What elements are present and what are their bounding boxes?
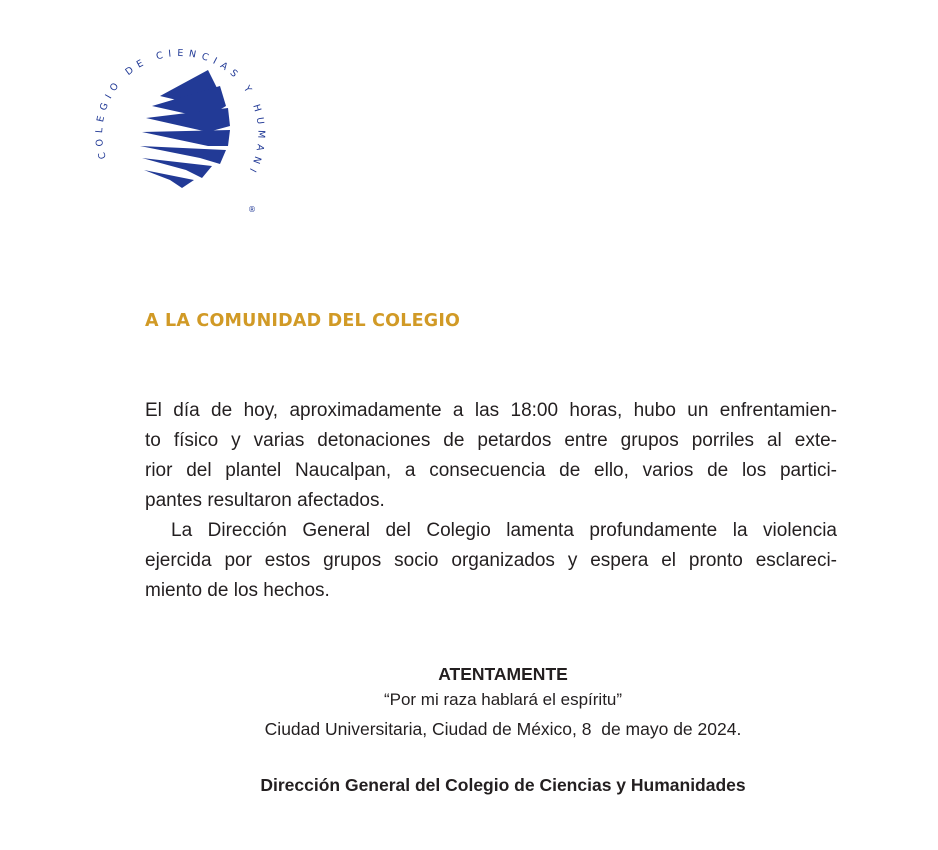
heading: A LA COMUNIDAD DEL COLEGIO <box>145 311 461 331</box>
logo-ring-text: COLEGIO DE CIENCIAS Y HUMANI <box>93 47 267 179</box>
cch-logo-icon <box>90 46 275 231</box>
paragraph-line: miento de los hechos. <box>145 580 330 601</box>
registered-mark: ® <box>248 205 256 214</box>
svg-text:COLEGIO DE CIENCIAS Y HUMANIDA <box>90 46 266 179</box>
paragraph-line: pantes resultaron afectados. <box>145 490 385 511</box>
paragraph-line: rior del plantel Naucalpan, a consecuencia de ello, varios de los partici- <box>145 460 837 481</box>
salutation: ATENTAMENTE <box>438 664 568 684</box>
signature: Dirección General del Colegio de Ciencias y Humanidades <box>260 775 746 795</box>
paragraph-line: ejercida por estos grupos socio organizados y espera el pronto esclareci- <box>145 550 837 571</box>
paragraph-2 <box>145 516 837 606</box>
paragraph-1 <box>145 396 837 516</box>
body-text <box>145 396 837 606</box>
paragraph-line: El día de hoy, aproximadamente a las 18:00 horas, hubo un enfrentamien- <box>145 400 837 421</box>
paragraph-line: La Dirección General del Colegio lamenta profundamente la violencia <box>171 520 837 541</box>
motto: “Por mi raza hablará el espíritu” <box>383 690 623 709</box>
place-date: Ciudad Universitaria, Ciudad de México, 8 de mayo de 2024. <box>264 719 742 739</box>
cch-logo <box>90 46 275 231</box>
paragraph-line: to físico y varias detonaciones de petardos entre grupos porriles al exte- <box>145 430 837 451</box>
